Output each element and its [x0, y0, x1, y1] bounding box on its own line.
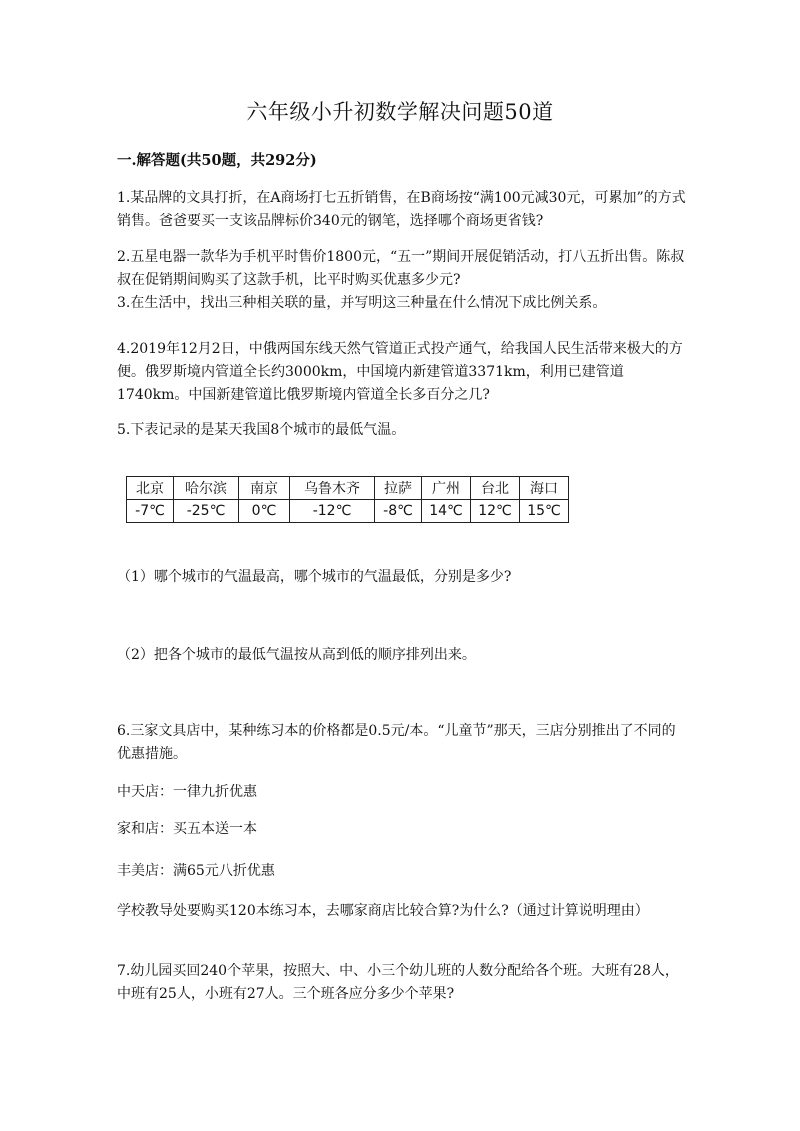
page-title: 六年级小升初数学解决问题50道 [246, 100, 554, 124]
question-6: 6.三家文具店中，某种练习本的价格都是0.5元/本。“儿童节”那天，三店分别推出了不同的优惠措施。 [117, 723, 676, 762]
temp-cell: 12℃ [471, 500, 520, 523]
question-5-part-1: （1）哪个城市的气温最高，哪个城市的气温最低，分别是多少? [117, 569, 512, 585]
temperature-table [126, 476, 569, 523]
temp-cell: -8℃ [375, 500, 422, 523]
temp-cell: -25℃ [174, 500, 239, 523]
question-7: 7.幼儿园买回240个苹果，按照大、中、小三个幼儿班的人数分配给各个班。大班有28人，中班有25人，小班有27人。三个班各应分多少个苹果? [117, 963, 679, 1002]
temp-cell: 15℃ [520, 500, 569, 523]
city-cell: 拉萨 [375, 477, 422, 500]
city-cell: 台北 [471, 477, 520, 500]
question-6-option-b: 家和店：买五本送一本 [117, 821, 257, 837]
temp-cell: 0℃ [239, 500, 290, 523]
city-cell: 哈尔滨 [174, 477, 239, 500]
city-cell: 广州 [422, 477, 471, 500]
question-2: 2.五星电器一款华为手机平时售价1800元，“五一”期间开展促销活动，打八五折出售。陈叔叔在促销期间购买了这款手机，比平时购买优惠多少元? [117, 249, 685, 288]
question-5: 5.下表记录的是某天我国8个城市的最低气温。 [117, 422, 406, 438]
question-5-part-2: （2）把各个城市的最低气温按从高到低的顺序排列出来。 [117, 647, 476, 663]
city-cell: 乌鲁木齐 [290, 477, 375, 500]
table-row-temps [127, 500, 569, 523]
question-1: 1.某品牌的文具打折，在A商场打七五折销售，在B商场按“满100元减30元，可累加”的方式销售。爸爸要买一支该品牌标价340元的钢笔，选择哪个商场更省钱? [117, 190, 686, 229]
table-row-cities [127, 477, 569, 500]
question-4: 4.2019年12月2日，中俄两国东线天然气管道正式投产通气，给我国人民生活带来极大的方便。俄罗斯境内管道全长约3000km，中国境内新建管道3371km，利用已建管道1740km。中国新建管道比俄罗斯境内管道全长多百分之几? [117, 341, 683, 403]
city-cell: 海口 [520, 477, 569, 500]
question-6-option-a: 中天店：一律九折优惠 [117, 784, 257, 800]
temp-cell: -7℃ [127, 500, 174, 523]
city-cell: 南京 [239, 477, 290, 500]
section-header: 一.解答题(共50题，共292分) [117, 152, 317, 169]
question-3: 3.在生活中，找出三种相关联的量，并写明这三种量在什么情况下成比例关系。 [117, 295, 607, 311]
temp-cell: 14℃ [422, 500, 471, 523]
city-cell: 北京 [127, 477, 174, 500]
question-6-option-c: 丰美店：满65元八折优惠 [117, 863, 275, 879]
question-6-ask: 学校教导处要购买120本练习本，去哪家商店比较合算?为什么?（通过计算说明理由） [117, 903, 649, 919]
temp-cell: -12℃ [290, 500, 375, 523]
